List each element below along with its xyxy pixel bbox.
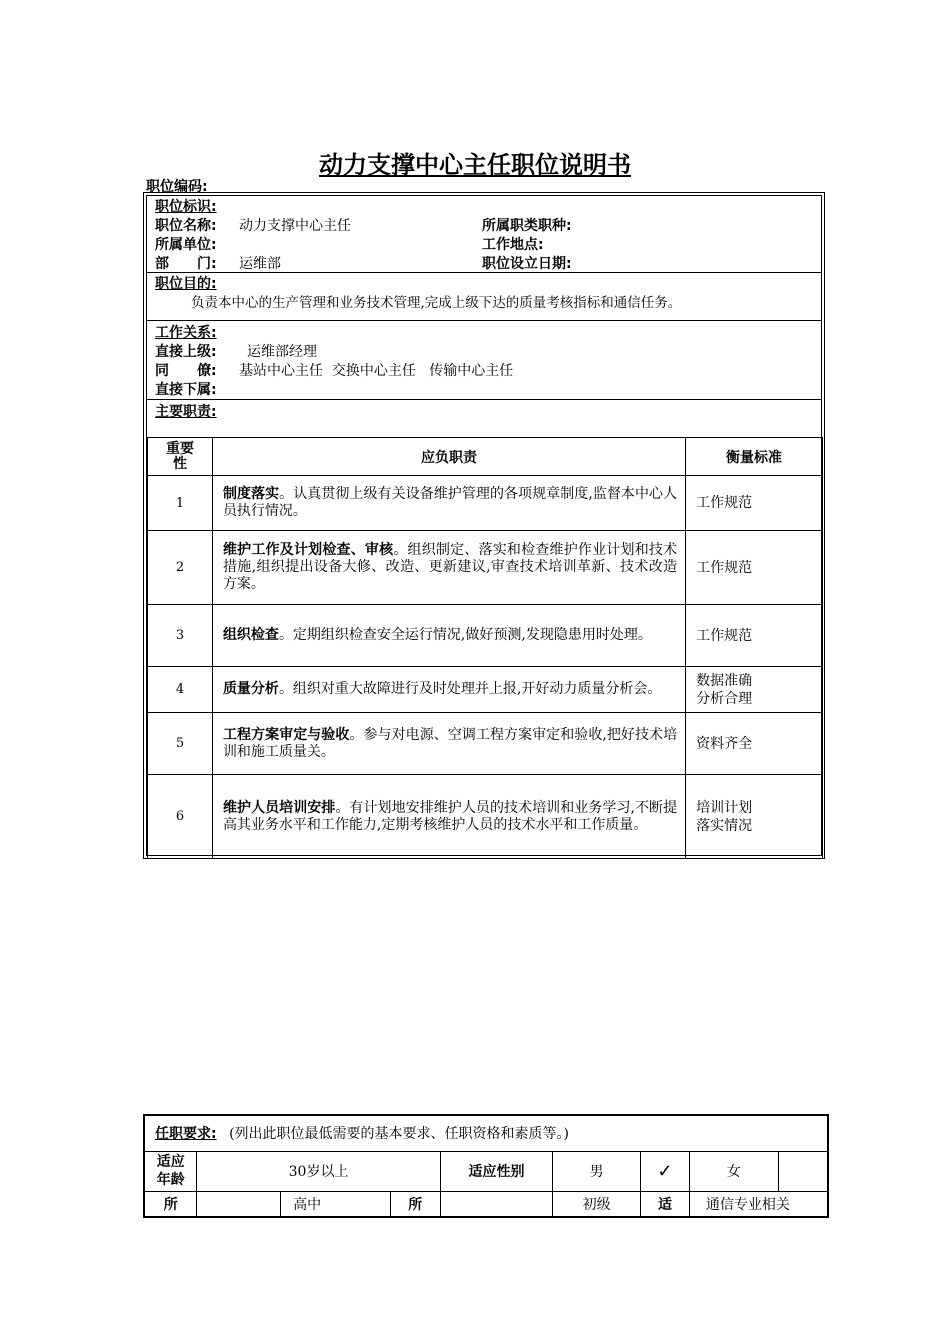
gender-label: 适应性别 (440, 1151, 553, 1191)
standard-cell: 数据准确 分析合理 (686, 667, 823, 713)
job-description-form (143, 192, 825, 859)
standard-cell: 资料齐全 (686, 713, 823, 775)
requirements-header-row (144, 1115, 828, 1151)
purpose-text: 负责本中心的生产管理和业务技术管理,完成上级下达的质量考核指标和通信任务。 (191, 295, 682, 311)
gender-female: 女 (689, 1151, 778, 1191)
duty-title: 组织检查 (222, 627, 279, 643)
row-number: 3 (148, 605, 213, 667)
row-number: 5 (148, 713, 213, 775)
gender-female-mark (778, 1151, 828, 1191)
work-location-label: 工作地点: (482, 237, 544, 253)
duty-table (147, 437, 823, 859)
gender-male: 男 (553, 1151, 641, 1191)
empty-cell (197, 1191, 281, 1217)
duties-label-section (147, 400, 821, 438)
importance-header: 重要性 (148, 438, 213, 476)
major-value: 通信专业相关 (689, 1191, 828, 1217)
age-label: 适应年龄 (144, 1151, 197, 1191)
relations-section (147, 321, 821, 400)
duty-table-header (148, 438, 823, 476)
form-inner-frame (146, 195, 822, 856)
job-family-label: 所属职类职种: (482, 218, 572, 234)
duty-title: 工程方案审定与验收 (222, 726, 350, 743)
established-date-label: 职位设立日期: (482, 256, 572, 272)
duty-cell (212, 775, 685, 859)
purpose-label: 职位目的: (155, 276, 217, 292)
department-value: 运维部 (239, 256, 281, 272)
major-label: 适 (641, 1191, 690, 1217)
table-row (148, 713, 823, 775)
row-number: 4 (148, 667, 213, 713)
duty-cell (212, 605, 685, 667)
check-mark-icon: ✓ (641, 1151, 690, 1191)
duty-text: 。认真贯彻上级有关设备维护管理的各项规章制度,监督本中心人员执行情况。 (222, 486, 678, 519)
department-label: 部 门: (155, 256, 217, 272)
duties-label: 主要职责: (155, 404, 217, 420)
duty-cell (212, 476, 685, 531)
table-row (148, 605, 823, 667)
document-title: 动力支撑中心主任职位说明书 (319, 151, 631, 179)
purpose-section (147, 273, 821, 321)
age-value: 30岁以上 (197, 1151, 440, 1191)
requirements-table (143, 1114, 829, 1218)
duty-text: 。参与对电源、空调工程方案审定和验收,把好技术培训和施工质量关。 (222, 726, 678, 760)
education-row (144, 1191, 828, 1217)
position-name-label: 职位名称: (155, 218, 217, 234)
row-number: 2 (148, 531, 213, 605)
duty-text: 。有计划地安排维护人员的技术培训和业务学习,不断提高其业务水平和工作能力,定期考核维护人员的技术水平和工作质量。 (222, 799, 678, 833)
duty-text: 。定期组织检查安全运行情况,做好预测,发现隐患用时处理。 (278, 627, 652, 643)
requirements-label: 任职要求: (155, 1126, 217, 1143)
unit-label: 所属单位: (155, 237, 217, 253)
row-number: 6 (148, 775, 213, 859)
duty-title: 维护人员培训安排 (222, 799, 336, 816)
requirements-header-cell (144, 1115, 828, 1151)
superior-label: 直接上级: (155, 344, 217, 360)
education-label: 所 (144, 1191, 197, 1217)
standard-cell: 工作规范 (686, 605, 823, 667)
duty-cell (212, 531, 685, 605)
identity-section (147, 196, 821, 273)
qualification-label: 所 (390, 1191, 440, 1217)
duty-cell (212, 713, 685, 775)
requirements-note: (列出此职位最低需要的基本要求、任职资格和素质等。) (229, 1126, 569, 1143)
position-name-value: 动力支撑中心主任 (239, 218, 351, 234)
duty-text: 。组织制定、落实和检查维护作业计划和技术措施,组织提出设备大修、改造、更新建议,审查技术培训革新、技术改造方案。 (222, 542, 678, 592)
duty-title: 维护工作及计划检查、审核 (222, 542, 394, 558)
duty-header: 应负职责 (212, 438, 685, 476)
identity-section-label: 职位标识: (155, 199, 217, 215)
peers-label: 同 僚: (155, 363, 217, 379)
row-number: 1 (148, 476, 213, 531)
superior-value: 运维部经理 (247, 344, 317, 360)
table-row (148, 476, 823, 531)
duty-cell (212, 667, 685, 713)
position-code-label: 职位编码: (146, 179, 208, 195)
empty-cell (440, 1191, 553, 1217)
duty-title: 质量分析 (222, 681, 279, 697)
standard-cell: 工作规范 (686, 531, 823, 605)
standard-cell: 培训计划 落实情况 (686, 775, 823, 859)
education-value: 高中 (281, 1191, 391, 1217)
duty-text: 。组织对重大故障进行及时处理并上报,开好动力质量分析会。 (278, 681, 662, 697)
table-row (148, 775, 823, 859)
peers-value: 基站中心主任 交换中心主任 传输中心主任 (239, 363, 514, 379)
level-value: 初级 (553, 1191, 641, 1217)
standard-header: 衡量标准 (686, 438, 823, 476)
relations-label: 工作关系: (155, 325, 217, 341)
standard-cell: 工作规范 (686, 476, 823, 531)
age-gender-row (144, 1151, 828, 1191)
subordinate-label: 直接下属: (155, 382, 217, 398)
table-row (148, 531, 823, 605)
duty-title: 制度落实 (222, 486, 280, 502)
table-row (148, 667, 823, 713)
